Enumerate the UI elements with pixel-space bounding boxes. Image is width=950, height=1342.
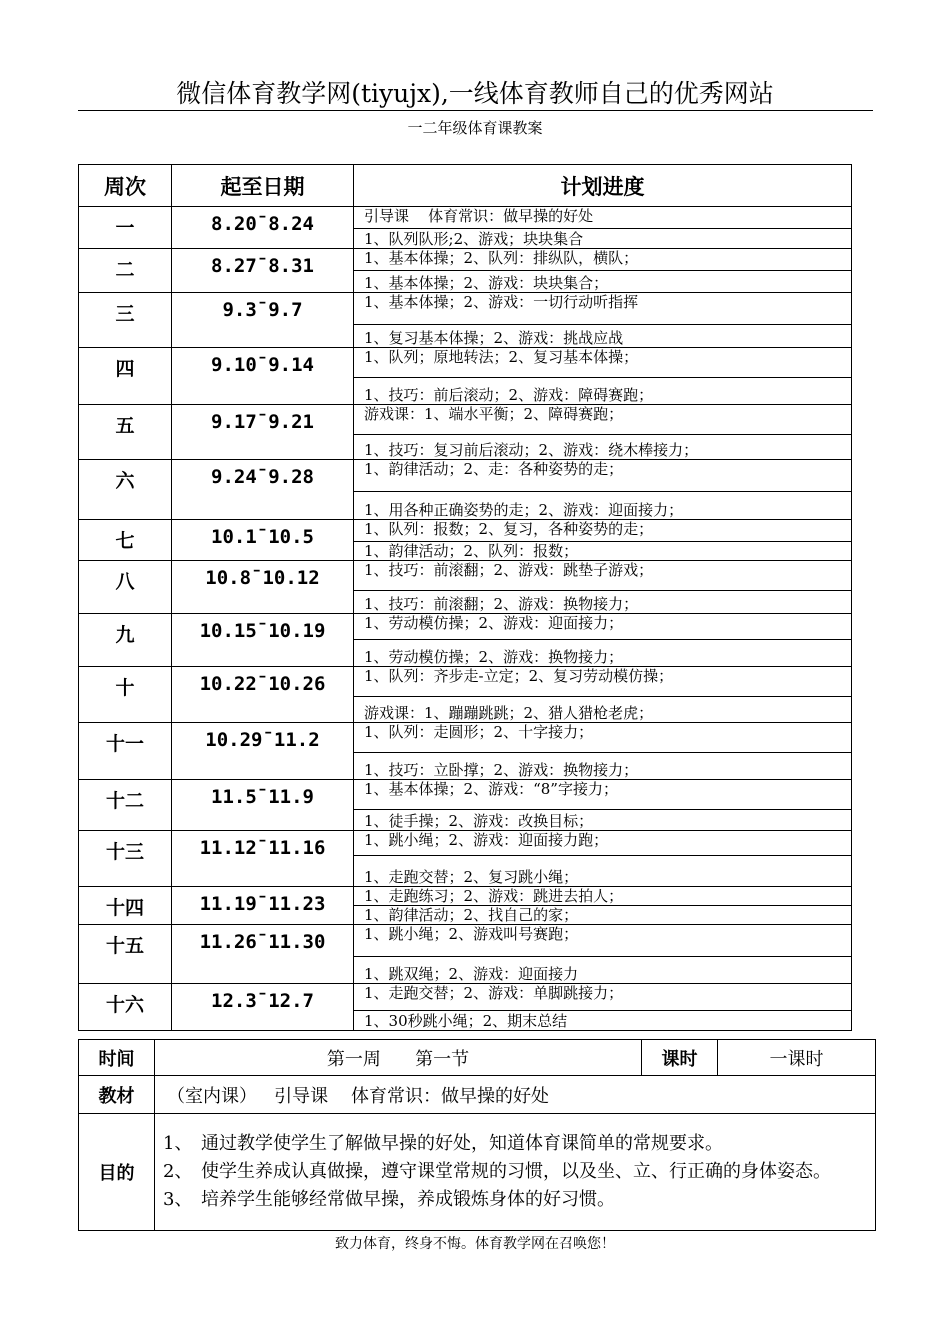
date-range-cell: 10.29¯11.2 [172, 723, 354, 780]
date-range-cell: 9.10¯9.14 [172, 348, 354, 405]
goal-list [155, 1126, 875, 1218]
date-range-cell: 12.3¯12.7 [172, 984, 354, 1031]
date-range-cell: 9.17¯9.21 [172, 405, 354, 460]
schedule-table [78, 164, 852, 1031]
goal-text: 培养学生能够经常做早操，养成锻炼身体的好习惯。 [201, 1189, 615, 1210]
footer-slogan: 致力体育，终身不悔。体育教学网在召唤您！ [335, 1236, 615, 1252]
goal-cell [155, 1114, 876, 1231]
progress-line-2: 1、技巧：立卧撑；2、游戏：换物接力； [354, 753, 852, 780]
lesson-material-row [79, 1076, 876, 1114]
schedule-row [79, 520, 852, 542]
progress-line-2: 1、韵律活动；2、找自己的家； [354, 906, 852, 925]
date-range-cell: 8.20¯8.24 [172, 207, 354, 249]
schedule-row [79, 780, 852, 810]
progress-line-2: 1、复习基本体操；2、游戏：挑战应战 [354, 325, 852, 348]
date-range-cell: 11.19¯11.23 [172, 887, 354, 925]
period-value: 一课时 [718, 1040, 876, 1076]
date-range-cell: 9.24¯9.28 [172, 460, 354, 520]
goal-item [163, 1130, 869, 1158]
progress-line-2: 1、30秒跳小绳；2、期末总结 [354, 1011, 852, 1031]
schedule-row [79, 887, 852, 906]
schedule-row [79, 925, 852, 957]
progress-line-2: 1、技巧：前后滚动；2、游戏：障碍赛跑； [354, 378, 852, 405]
week-cell: 十 [79, 667, 172, 723]
progress-line-1: 1、走跑练习；2、游戏：跳进去拍人； [354, 887, 852, 906]
schedule-row [79, 723, 852, 753]
schedule-row [79, 460, 852, 492]
progress-line-2: 1、走跑交替；2、复习跳小绳； [354, 856, 852, 887]
week-cell: 三 [79, 293, 172, 348]
site-title: 微信体育教学网(tiyujx),一线体育教师自己的优秀网站 [176, 79, 774, 108]
progress-line-1: 1、走跑交替；2、游戏：单脚跳接力； [354, 984, 852, 1011]
time-label: 时间 [79, 1040, 155, 1076]
schedule-row [79, 984, 852, 1011]
week-cell: 二 [79, 249, 172, 293]
progress-line-2: 1、韵律活动；2、队列：报数； [354, 542, 852, 561]
progress-line-2: 1、徒手操；2、游戏：改换目标； [354, 810, 852, 831]
goal-number: 1、 [163, 1133, 193, 1154]
progress-line-1: 1、基本体操；2、游戏：一切行动听指挥 [354, 293, 852, 325]
progress-line-2: 1、技巧：前滚翻；2、游戏：换物接力； [354, 591, 852, 614]
schedule-row [79, 293, 852, 325]
goal-label: 目的 [79, 1114, 155, 1231]
date-range-cell: 10.8¯10.12 [172, 561, 354, 614]
material-value: （室内课） 引导课 体育常识：做早操的好处 [155, 1076, 876, 1114]
schedule-row [79, 614, 852, 640]
week-cell: 八 [79, 561, 172, 614]
week-cell: 十三 [79, 831, 172, 887]
progress-line-1: 游戏课：1、端水平衡；2、障碍赛跑； [354, 405, 852, 435]
schedule-row [79, 348, 852, 378]
progress-line-1: 1、跳小绳；2、游戏叫号赛跑； [354, 925, 852, 957]
material-label: 教材 [79, 1076, 155, 1114]
goal-number: 2、 [163, 1161, 193, 1182]
progress-line-1: 1、基本体操；2、队列：排纵队，横队； [354, 249, 852, 271]
progress-line-1: 1、韵律活动；2、走：各种姿势的走； [354, 460, 852, 492]
week-cell: 一 [79, 207, 172, 249]
progress-line-1: 1、跳小绳；2、游戏：迎面接力跑； [354, 831, 852, 856]
schedule-row [79, 667, 852, 697]
week-cell: 六 [79, 460, 172, 520]
goal-item [163, 1158, 869, 1186]
document-subtitle: 一二年级体育课教案 [407, 119, 543, 137]
progress-line-1: 1、劳动模仿操；2、游戏：迎面接力； [354, 614, 852, 640]
schedule-row [79, 831, 852, 856]
lesson-time-row [79, 1040, 876, 1076]
goal-text: 使学生养成认真做操，遵守课堂常规的习惯，以及坐、立、行正确的身体姿态。 [201, 1161, 831, 1182]
date-range-cell: 11.5¯11.9 [172, 780, 354, 831]
progress-line-2: 1、用各种正确姿势的走；2、游戏：迎面接力； [354, 492, 852, 520]
schedule-row [79, 405, 852, 435]
week-cell: 十六 [79, 984, 172, 1031]
progress-line-2: 1、跳双绳；2、游戏：迎面接力 [354, 957, 852, 984]
week-cell: 七 [79, 520, 172, 561]
date-range-cell: 9.3¯9.7 [172, 293, 354, 348]
progress-line-2: 1、基本体操；2、游戏：块块集合； [354, 271, 852, 293]
progress-line-1: 1、队列：走圆形；2、十字接力； [354, 723, 852, 753]
week-cell: 四 [79, 348, 172, 405]
time-value: 第一周 第一节 [155, 1040, 642, 1076]
lesson-table [78, 1039, 876, 1231]
week-cell: 十二 [79, 780, 172, 831]
goal-item [163, 1186, 869, 1214]
column-header-dates: 起至日期 [172, 165, 354, 207]
progress-line-1: 1、技巧：前滚翻；2、游戏：跳垫子游戏； [354, 561, 852, 591]
progress-line-1: 1、基本体操；2、游戏：“8”字接力； [354, 780, 852, 810]
progress-line-1: 1、队列：齐步走-立定；2、复习劳动模仿操； [354, 667, 852, 697]
column-header-progress: 计划进度 [354, 165, 852, 207]
schedule-header-row [79, 165, 852, 207]
progress-line-2: 游戏课：1、蹦蹦跳跳；2、猎人猎枪老虎； [354, 697, 852, 723]
schedule-row [79, 561, 852, 591]
week-cell: 十一 [79, 723, 172, 780]
date-range-cell: 11.12¯11.16 [172, 831, 354, 887]
goal-number: 3、 [163, 1189, 193, 1210]
date-range-cell: 10.15¯10.19 [172, 614, 354, 667]
lesson-goal-row [79, 1114, 876, 1231]
date-range-cell: 8.27¯8.31 [172, 249, 354, 293]
title-divider [78, 110, 873, 111]
date-range-cell: 11.26¯11.30 [172, 925, 354, 984]
period-label: 课时 [642, 1040, 718, 1076]
week-cell: 十四 [79, 887, 172, 925]
progress-line-2: 1、队列队形;2、游戏；块块集合 [354, 229, 852, 249]
schedule-row [79, 207, 852, 229]
date-range-cell: 10.22¯10.26 [172, 667, 354, 723]
progress-line-2: 1、技巧：复习前后滚动；2、游戏：绕木棒接力； [354, 435, 852, 460]
progress-line-2: 1、劳动模仿操；2、游戏：换物接力； [354, 640, 852, 667]
progress-line-1: 1、队列：报数；2、复习，各种姿势的走； [354, 520, 852, 542]
date-range-cell: 10.1¯10.5 [172, 520, 354, 561]
goal-text: 通过教学使学生了解做早操的好处，知道体育课简单的常规要求。 [201, 1133, 723, 1154]
week-cell: 九 [79, 614, 172, 667]
column-header-week: 周次 [79, 165, 172, 207]
progress-line-1: 1、队列；原地转法；2、复习基本体操； [354, 348, 852, 378]
week-cell: 五 [79, 405, 172, 460]
progress-line-1: 引导课 体育常识：做早操的好处 [354, 207, 852, 229]
schedule-row [79, 249, 852, 271]
week-cell: 十五 [79, 925, 172, 984]
